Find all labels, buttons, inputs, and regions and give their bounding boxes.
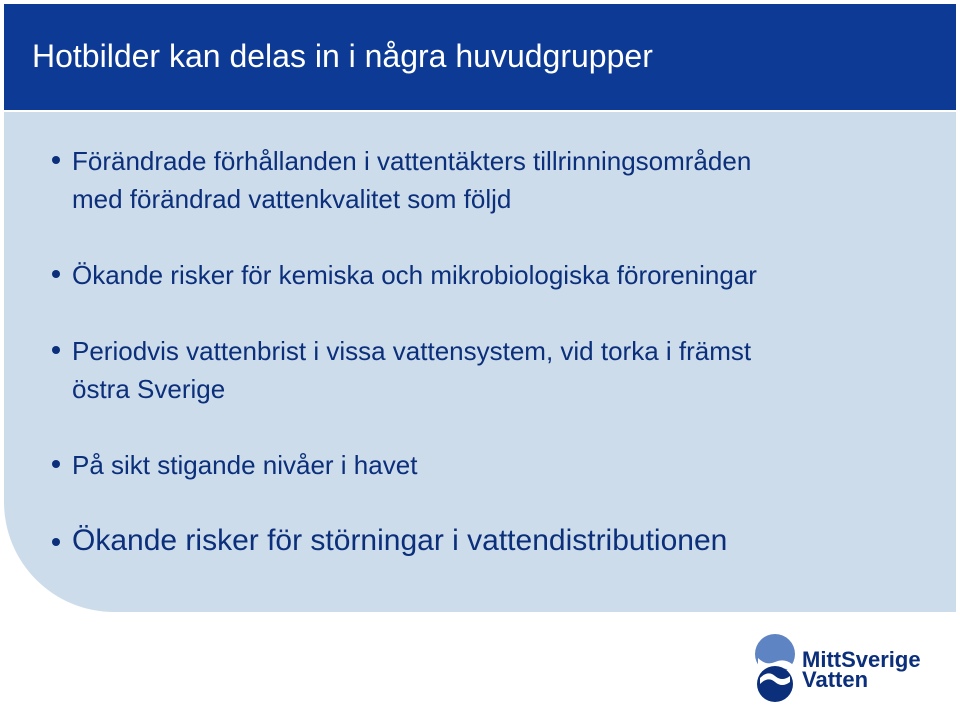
bullet-dot-icon <box>52 346 60 354</box>
bullet-dot-icon <box>52 460 60 468</box>
bullet-line: Ökande risker för störningar i vattendistributionen <box>72 524 728 557</box>
bullet-dot-icon <box>52 156 60 164</box>
mittsverige-vatten-logo <box>752 632 952 704</box>
bullet-item <box>52 446 932 484</box>
bullet-item <box>52 522 932 560</box>
bullet-line: Periodvis vattenbrist i vissa vattensystem, vid torka i främst <box>72 336 752 366</box>
bullet-line: Ökande risker för kemiska och mikrobiologiska föroreningar <box>72 260 757 290</box>
bullet-line: Förändrade förhållanden i vattentäkters tillrinningsområden <box>72 146 752 176</box>
logo-line: MittSverige <box>802 647 921 672</box>
bullet-item <box>52 256 932 294</box>
bullet-list <box>52 142 932 560</box>
bullet-item <box>52 332 932 408</box>
bullet-line: östra Sverige <box>72 374 226 404</box>
drop-logo-icon <box>752 632 798 704</box>
bullet-line: På sikt stigande nivåer i havet <box>72 450 418 480</box>
bullet-dot-icon <box>52 538 60 546</box>
title-bar <box>4 4 956 110</box>
bullet-line: med förändrad vattenkvalitet som följd <box>72 184 512 214</box>
logo-line: Vatten <box>802 667 869 692</box>
bullet-dot-icon <box>52 270 60 278</box>
slide-title: Hotbilder kan delas in i några huvudgrupper <box>32 38 653 74</box>
logo-text <box>802 647 921 692</box>
bullet-item <box>52 142 932 218</box>
